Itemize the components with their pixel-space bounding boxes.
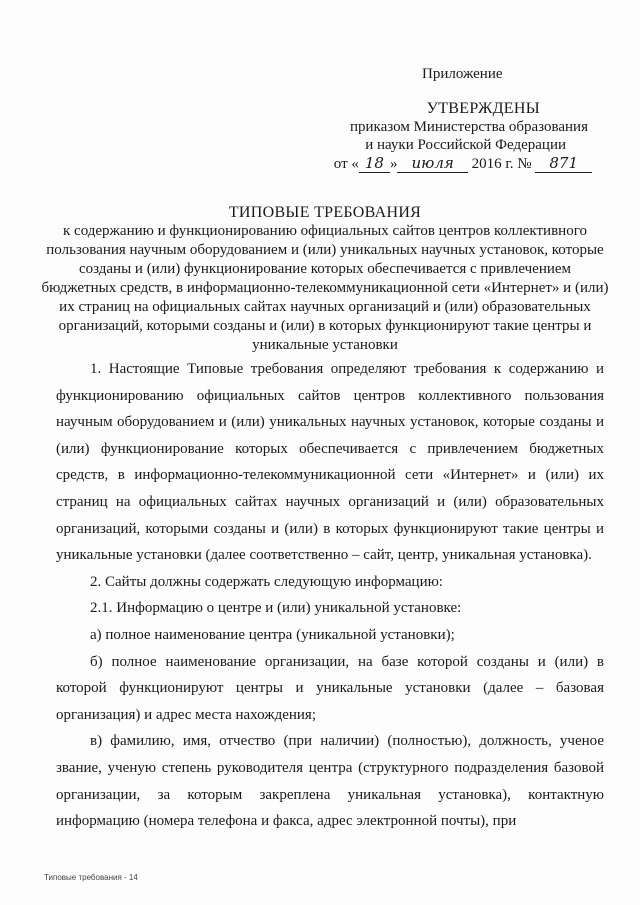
- approval-block: [290, 100, 610, 173]
- paragraph-2-1: 2.1. Информацию о центре и (или) уникальной установке:: [90, 600, 462, 617]
- order-date-line: [290, 154, 610, 173]
- document-subtitle: к содержанию и функционированию официальных сайтов центров коллективного пользования научным оборудованием и (или) уникальных научных установок, которые созданы и (или) функционирование которых обеспечивается с привлечением бюджетных средств, в информационно-телекоммуникационной сети «Интернет» и (или) их страниц на официальных сайтах научных организаций и (или) образовательных организаций, которыми созданы и (или) в которых функционируют такие центры и уникальные установки: [41, 223, 609, 353]
- paragraph-v: в) фамилию, имя, отчество (при наличии) (полностью), должность, ученое звание, ученую степень руководителя центра (структурного подразделения базовой организации, за которым закреплена уникальная установка), контактную информацию (номера телефона и факса, адрес электронной почты), при: [56, 733, 604, 830]
- date-prefix: от «: [333, 156, 359, 172]
- paragraph-a: а) полное наименование центра (уникальной установки);: [90, 626, 455, 643]
- appendix-label: Приложение: [422, 66, 503, 82]
- order-line-1: приказом Министерства образования: [350, 119, 588, 135]
- paragraph-b: б) полное наименование организации, на базе которой созданы и (или) в которой функционируют центры и уникальные установки (далее – базовая организация) и адрес места нахождения;: [56, 653, 604, 723]
- approved-heading: УТВЕРЖДЕНЫ: [426, 100, 540, 117]
- date-year: 2016 г. №: [471, 156, 532, 172]
- document-title: ТИПОВЫЕ ТРЕБОВАНИЯ: [228, 204, 422, 221]
- document-body: [56, 356, 604, 835]
- date-month-handwritten: июля: [397, 154, 467, 173]
- order-line-2: и науки Российской Федерации: [365, 137, 566, 153]
- paragraph-1: 1. Настоящие Типовые требования определяют требования к содержанию и функционированию официальных сайтов центров коллективного пользования научным оборудованием и (или) уникальных научных установок, которые созданы и (или) функционирование которых обеспечивается с привлечением бюджетных средств, в информационно-телекоммуникационной сети «Интернет» и (или) их страниц на официальных сайтах научных организаций и (или) образовательных организаций, которыми созданы и (или) в которых функционируют такие центры и уникальные установки (далее соответственно – сайт, центр, уникальная установка).: [56, 361, 604, 564]
- date-mid: »: [389, 156, 398, 172]
- date-day-handwritten: 18: [359, 154, 390, 173]
- page-footer: Типовые требования - 14: [44, 873, 138, 882]
- paragraph-2: 2. Сайты должны содержать следующую информацию:: [90, 573, 443, 590]
- title-block: [40, 203, 610, 355]
- order-number-handwritten: 871: [535, 154, 592, 173]
